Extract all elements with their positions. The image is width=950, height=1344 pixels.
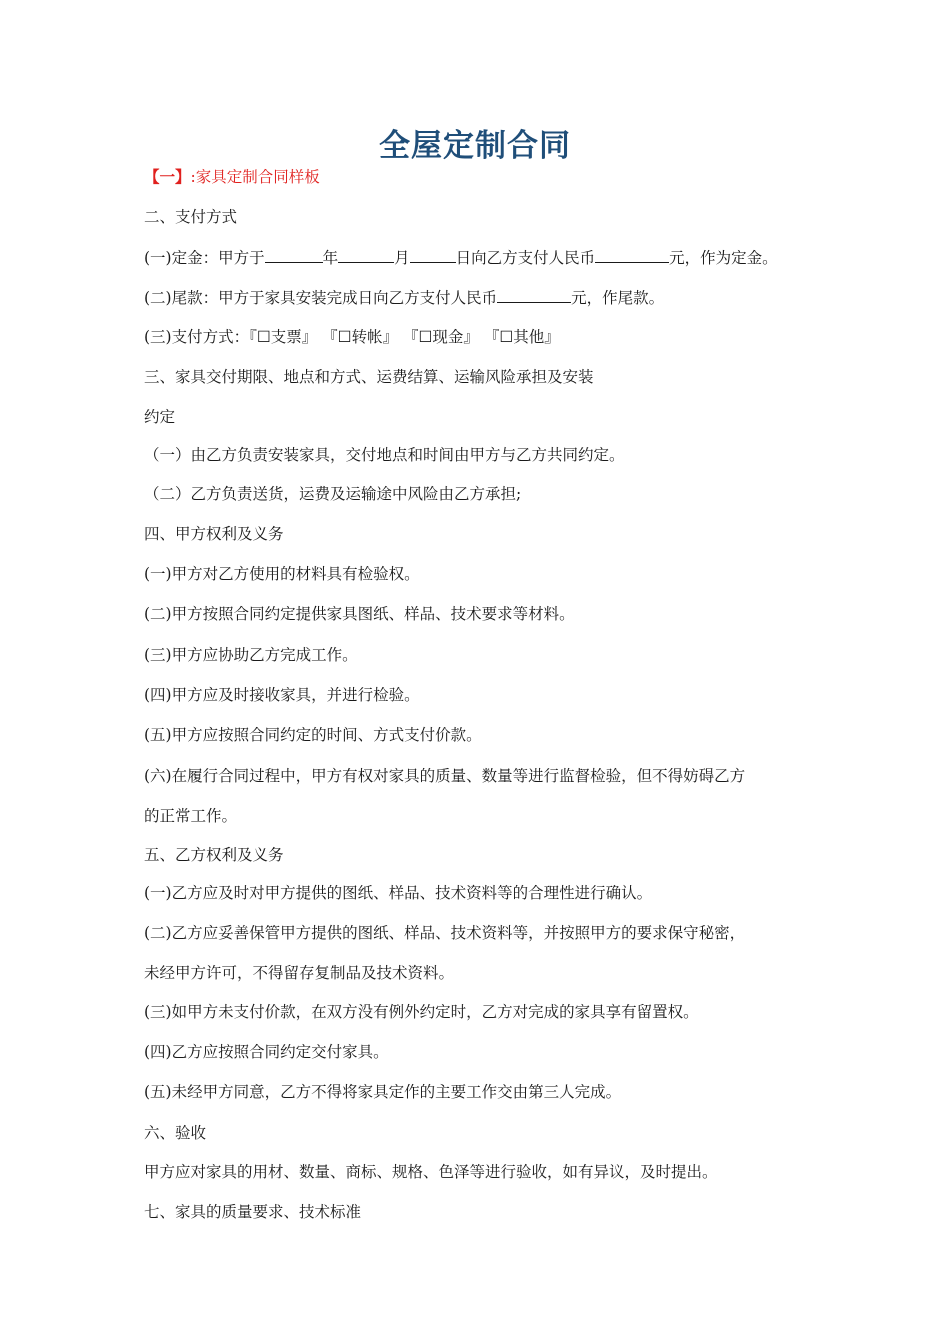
- deposit-text-2: 年: [322, 249, 339, 267]
- paragraph-party-a-1: (一)甲方对乙方使用的材料具有检验权。: [144, 565, 420, 583]
- paragraph-final-payment: [144, 286, 664, 309]
- section-heading-delivery: 三、家具交付期限、地点和方式、运费结算、运输风险承担及安装: [144, 368, 594, 386]
- paragraph-acceptance-1: 甲方应对家具的用材、数量、商标、规格、色泽等进行验收，如有异议，及时提出。: [144, 1163, 718, 1181]
- deposit-text-3: 月: [394, 249, 410, 267]
- paragraph-payment-method: (三)支付方式：『☐支票』 『☐转帐』 『☐现金』 『☐其他』: [144, 328, 560, 346]
- paragraph-party-a-2: (二)甲方按照合同约定提供家具图纸、样品、技术要求等材料。: [144, 605, 575, 623]
- paragraph-party-b-3: (三)如甲方未支付价款，在双方没有例外约定时，乙方对完成的家具享有留置权。: [144, 1003, 699, 1021]
- paragraph-delivery-1: （一）由乙方负责安装家具，交付地点和时间由甲方与乙方共同约定。: [144, 446, 625, 464]
- subtitle-text: :家具定制合同样板: [190, 168, 320, 186]
- day-blank: [410, 246, 456, 263]
- final-amount-blank: [497, 286, 571, 303]
- paragraph-party-b-1: (一)乙方应及时对甲方提供的图纸、样品、技术资料等的合理性进行确认。: [144, 884, 653, 902]
- deposit-text-4: 日向乙方支付人民币: [455, 249, 596, 267]
- section-heading-party-b: 五、乙方权利及义务: [144, 846, 284, 864]
- year-blank: [265, 246, 323, 263]
- paragraph-party-a-4: (四)甲方应及时接收家具，并进行检验。: [144, 686, 420, 704]
- paragraph-party-b-2: (二)乙方应妥善保管甲方提供的图纸、样品、技术资料等，并按照甲方的要求保守秘密，: [144, 924, 746, 942]
- deposit-text-1: (一)定金：甲方于: [144, 249, 265, 267]
- final-text-1: (二)尾款：甲方于家具安装完成日向乙方支付人民币: [144, 289, 498, 307]
- paragraph-party-b-4: (四)乙方应按照合同约定交付家具。: [144, 1043, 389, 1061]
- month-blank: [338, 246, 394, 263]
- paragraph-party-a-5: (五)甲方应按照合同约定的时间、方式支付价款。: [144, 726, 482, 744]
- document-subtitle: [144, 166, 320, 188]
- paragraph-delivery-2: （二）乙方负责送货，运费及运输途中风险由乙方承担;: [144, 485, 522, 503]
- document-title: 全屋定制合同: [379, 128, 571, 164]
- deposit-text-5: 元，作为定金。: [669, 249, 778, 267]
- paragraph-deposit: [144, 246, 778, 269]
- section-heading-party-a: 四、甲方权利及义务: [144, 525, 284, 543]
- paragraph-party-a-3: (三)甲方应协助乙方完成工作。: [144, 646, 358, 664]
- deposit-amount-blank: [595, 246, 669, 263]
- section-heading-delivery-cont: 约定: [144, 408, 176, 426]
- paragraph-party-b-5: (五)未经甲方同意，乙方不得将家具定作的主要工作交由第三人完成。: [144, 1083, 622, 1101]
- section-heading-acceptance: 六、验收: [144, 1124, 207, 1142]
- paragraph-party-a-6: (六)在履行合同过程中，甲方有权对家具的质量、数量等进行监督检验，但不得妨碍乙方: [144, 767, 746, 785]
- paragraph-party-a-6-cont: 的正常工作。: [144, 807, 238, 825]
- section-heading-quality: 七、家具的质量要求、技术标准: [144, 1203, 362, 1221]
- paragraph-party-b-2-cont: 未经甲方许可，不得留存复制品及技术资料。: [144, 964, 455, 982]
- final-text-2: 元，作尾款。: [571, 289, 665, 307]
- section-heading-payment: 二、支付方式: [144, 208, 238, 226]
- subtitle-tag: 【一】: [144, 167, 191, 186]
